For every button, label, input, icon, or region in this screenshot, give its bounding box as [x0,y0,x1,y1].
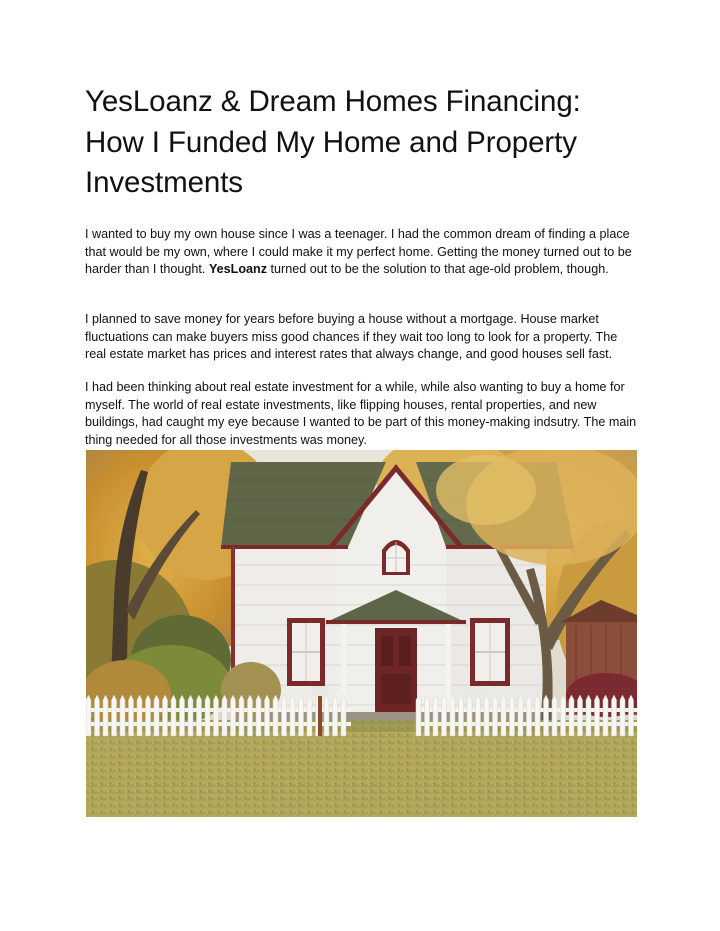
fence-picket [222,695,227,736]
fence-picket [561,695,566,736]
fence-picket [612,695,617,736]
fence-picket [129,695,134,736]
paragraph-intro-text: I wanted to buy my own house since I was a teenager. I had the common dream of finding a place that would be my own, where I could make it my perfect home. Getting the money turned out to be harder than I thought. [85,227,632,276]
paragraph-intro-text-end: turned out to be the solution to that age-old problem, though. [267,262,609,276]
fence-picket [425,695,430,736]
fence-picket [197,695,202,736]
fence-picket [290,695,295,736]
fence-picket [273,695,278,736]
fence-picket [307,695,312,736]
fence-picket [214,695,219,736]
fence-picket [544,695,549,736]
fence-picket [137,695,142,736]
fence-picket [103,695,108,736]
fence-picket [205,695,210,736]
fence-picket [586,695,591,736]
fence-picket [476,695,481,736]
fence-picket [282,695,287,736]
fence-picket [442,695,447,736]
fence-picket [467,695,472,736]
house-photo [86,450,637,817]
fence-picket [501,695,506,736]
fence-picket [86,695,91,736]
brand-name-bold: YesLoanz [208,262,268,276]
fence-picket [603,695,608,736]
fence-picket [112,695,117,736]
fence-picket [299,695,304,736]
fence-picket [450,695,455,736]
fence-picket [629,695,634,736]
fence-picket [146,695,151,736]
fence-picket [333,695,338,736]
fence-picket [265,695,270,736]
fence-picket [171,695,176,736]
fence-picket [341,695,346,736]
fence-picket [248,695,253,736]
fence-picket [510,695,515,736]
fence-picket [120,695,125,736]
fence-picket [95,695,100,736]
fence-picket [578,695,583,736]
fence-picket [324,695,329,736]
fence-picket [484,695,489,736]
fence-picket [518,695,523,736]
fence-picket [154,695,159,736]
fence-picket [493,695,498,736]
fence-picket [188,695,193,736]
fence-picket [459,695,464,736]
fence-picket [535,695,540,736]
fence-picket [433,695,438,736]
fence-picket [239,695,244,736]
paragraph-intro [85,226,637,279]
paragraph-saving: I planned to save money for years before buying a house without a mortgage. House market fluctuations can make buyers miss good chances if they wait too long to look for a property. The real estate market has prices and interest rates that always change, and good houses sell fast. [85,312,618,361]
fence-picket [552,695,557,736]
fence-picket [416,695,421,736]
fence-picket [620,695,625,736]
paragraph-investment: I had been thinking about real estate investment for a while, while also wanting to buy a home for myself. The world of real estate investments, like flipping houses, rental properties, and new buildings, had caught my eye because I wanted to be part of this money-making indsutry. The main thing needed for all those investments was money. [85,380,637,447]
fence-picket [231,695,236,736]
fence-picket [569,695,574,736]
fence-picket [595,695,600,736]
fence-picket [256,695,261,736]
fence-picket [163,695,168,736]
fence-picket [527,695,532,736]
fence-picket [180,695,185,736]
article-title: YesLoanz & Dream Homes Financing: How I Funded My Home and Property Investments [85,85,581,199]
